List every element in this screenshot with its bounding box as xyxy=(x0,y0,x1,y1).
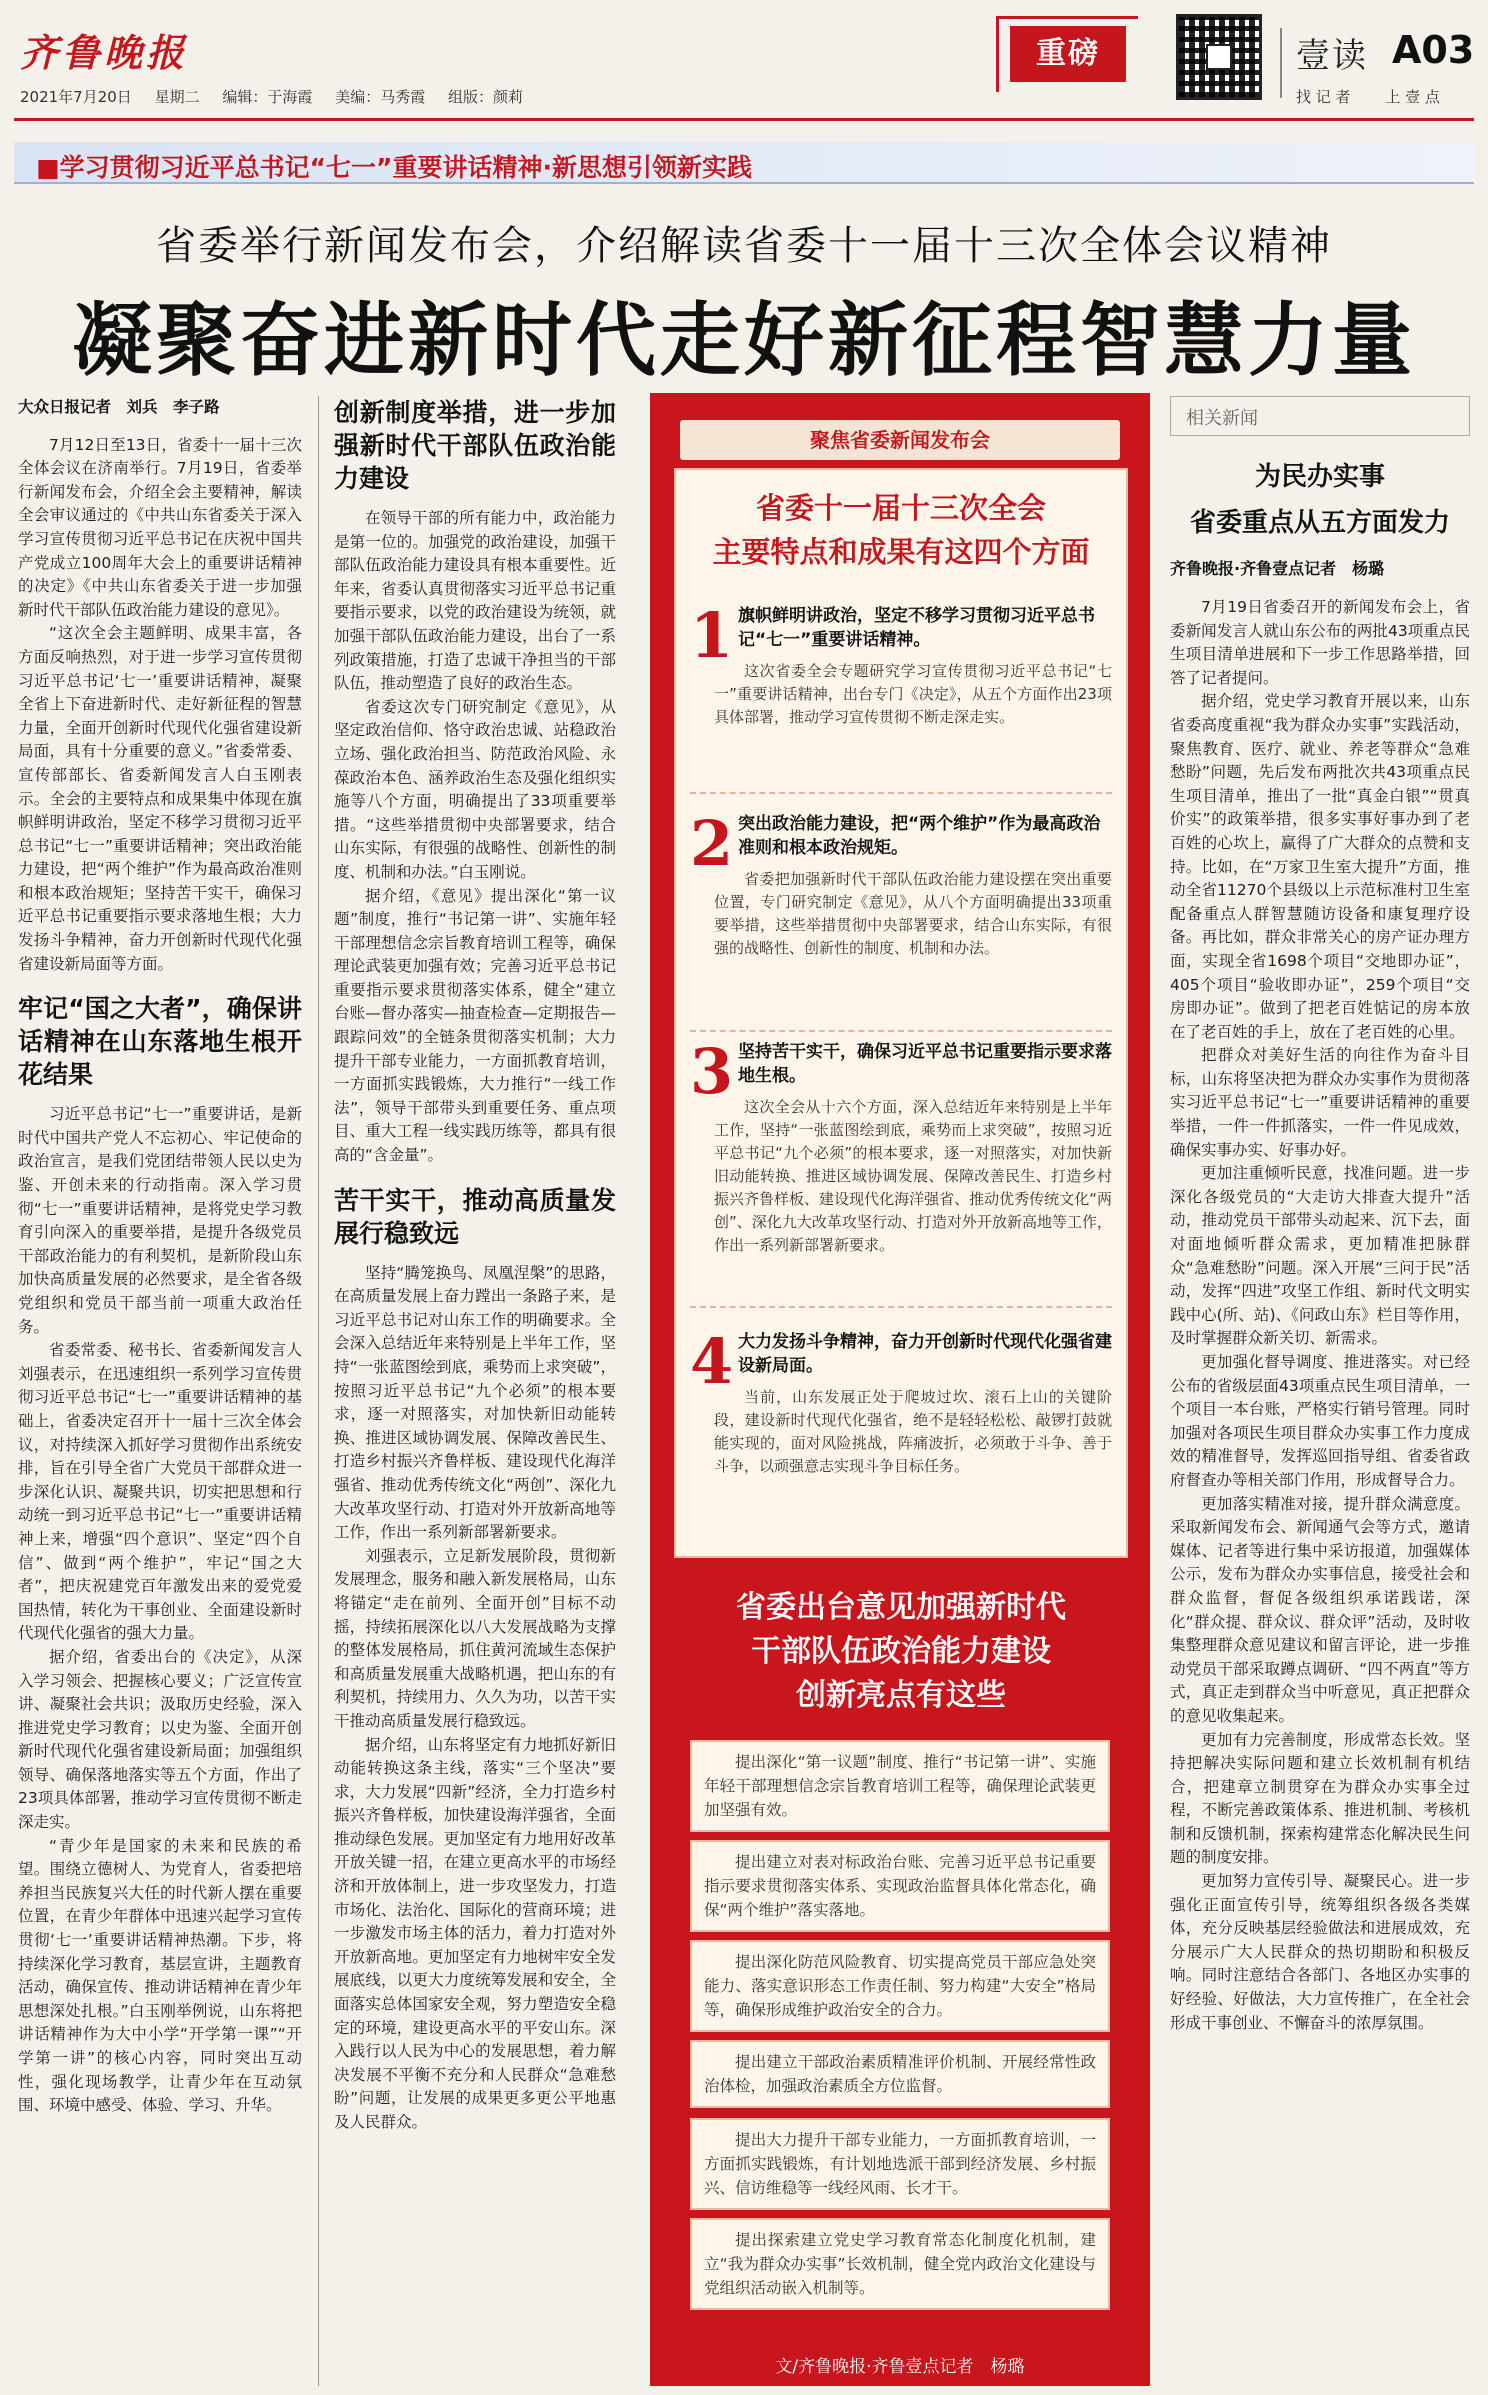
app-label: 上 壹 点 xyxy=(1385,88,1440,106)
paragraph: 在领导干部的所有能力中，政治能力是第一位的。加强党的政治建设，加强干部队伍政治能力建设具有根本重要性。近年来，省委认真贯彻落实习近平总书记重要指示要求，以党的政治建设为统领，就加强干部队伍政治能力建设，出台了一系列政策措施，打造了忠诚干净担当的干部队伍，推动塑造了良好的政治生态。 xyxy=(334,509,616,693)
qr-center xyxy=(1206,44,1232,70)
section-heading: 创新制度举措，进一步加强新时代干部队伍政治能力建设 xyxy=(334,398,616,493)
feature-item xyxy=(690,807,1112,1012)
paragraph: 省委常委、秘书长、省委新闻发言人刘强表示，在迅速组织一系列学习宣传贯彻习近平总书记“七一”重要讲话精神的基础上，省委决定召开十一届十三次全体会议，对持续深入抓好学习贯彻作出系统安排，旨在引导全省广大党员干部群众进一步深化认识、凝聚共识，切实把思想和行动统一到习近平总书记“七一”重要讲话精神上来，增强“四个意识”、坚定“四个自信”、做到“两个维护”，牢记“国之大者”，把庆祝建党百年激发出来的爱党爱国热情，转化为干事创业、全面建设新时代现代化强省的强大力量。 xyxy=(18,1341,302,1643)
item-body: 这次省委全会专题研究学习宣传贯彻习近平总书记“七一”重要讲话精神，出台专门《决定》，从五个方面作出23项具体部署，推动学习宣传贯彻不断走深走实。 xyxy=(714,662,1112,726)
page-number: A03 xyxy=(1392,28,1475,72)
article-column-2 xyxy=(334,396,616,2386)
paragraph: 把群众对美好生活的向往作为奋斗目标，山东将坚决把为群众办实事作为贯彻落实习近平总书记“七一”重要讲话精神的重要举措，一件一件抓落实，一件一件见成效，确保实事办实、好事办好。 xyxy=(1170,1046,1470,1159)
item-body: 这次全会从十六个方面，深入总结近年来特别是上半年工作，坚持“一张蓝图绘到底，乘势而上求突破”，按照习近平总书记“九个必须”的根本要求，逐一对照落实，对加快新旧动能转换、推进区域协调发展、保障改善民生、打造乡村振兴齐鲁样板、建设现代化海洋强省、推动优秀传统文化“两创”、深化九大改革攻坚行动、打造对外开放新高地等工作，作出一系列新部署新要求。 xyxy=(714,1098,1112,1254)
item-number: 1 xyxy=(690,599,734,672)
paragraph: “这次全会主题鲜明、成果丰富，各方面反响热烈，对于进一步学习宣传贯彻习近平总书记‘七一’重要讲话精神，凝聚全省上下奋进新时代、走好新征程的智慧力量，全面开创新时代现代化强省建设新局面，具有十分重要的意义。”省委常委、宣传部部长、省委新闻发言人白玉刚表示。全会的主要特点和成果集中体现在旗帜鲜明讲政治，坚定不移学习贯彻习近平总书记“七一”重要讲话精神；突出政治能力建设，把“两个维护”作为最高政治准则和根本政治规矩；坚持苦干实干，确保习近平总书记重要指示要求落地生根；大力发扬斗争精神，奋力开创新时代现代化强省建设新局面等方面。 xyxy=(18,624,302,973)
feature-item xyxy=(690,1325,1112,1530)
headline: 凝聚奋进新时代走好新征程智慧力量 xyxy=(72,294,1416,387)
item-number: 3 xyxy=(690,1035,734,1108)
item-heading: 坚持苦干实干，确保习近平总书记重要指示要求落地生根。 xyxy=(738,1042,1112,1086)
paragraph: 7月19日省委召开的新闻发布会上，省委新闻发言人就山东公布的两批43项重点民生项目清单进展和下一步工作思路举措，回答了记者提问。 xyxy=(1170,598,1470,687)
byline: 大众日报记者 刘兵 李子路 xyxy=(18,398,220,416)
paragraph: 刘强表示，立足新发展阶段，贯彻新发展理念，服务和融入新发展格局，山东将锚定“走在前列、全面开创”目标不动摇，持续拓展深化以八大发展战略为支撑的整体发展格局，抓住黄河流域生态保护和高质量发展重大战略机遇，把山东的有利契机，持续用力、久久为功，以苦干实干推动高质量发展行稳致远。 xyxy=(334,1546,616,1730)
item-separator xyxy=(690,1030,1112,1032)
paragraph: 习近平总书记“七一”重要讲话，是新时代中国共产党人不忘初心、牢记使命的政治宣言，是我们党团结带领人民以史为鉴、开创未来的行动指南。深入学习贯彻“七一”重要讲话精神，是将党史学习教育引向深入的重要举措，是提升各级党员干部政治能力的有利契机，是新阶段山东加快高质量发展的必然要求，是全省各级党组织和党员干部当前一项重大政治任务。 xyxy=(18,1105,302,1336)
related-news-label: 相关新闻 xyxy=(1186,408,1258,429)
masthead-links xyxy=(1296,86,1470,107)
section-heading: 苦干实干，推动高质量发展行稳致远 xyxy=(334,1185,616,1248)
date: 2021年7月20日 xyxy=(20,88,132,106)
related-article xyxy=(1170,596,1470,2386)
feature-title-2-line: 省委出台意见加强新时代 xyxy=(736,1590,1066,1625)
paragraph: 更加强化督导调度、推进落实。对已经公布的省级层面43项重点民生项目清单，一个项目一本台账，严格实行销号管理。同时加强对各项民生项目群众办实事工作力度成效的精准督导，发挥巡回指导组、省委省政府督查办等相关部门作用，形成督导合力。 xyxy=(1170,1353,1470,1489)
weekday: 星期二 xyxy=(154,88,200,106)
newspaper-logo: 齐鲁晚报 xyxy=(20,30,189,75)
highlight-card: 提出大力提升干部专业能力，一方面抓教育培训，一方面抓实践锻炼，有计划地选派干部到经济发展、乡村振兴、信访维稳等一线经风雨、长才干。 xyxy=(690,2118,1110,2210)
column-divider xyxy=(318,396,319,2386)
highlight-card: 提出建立干部政治素质精准评价机制、开展经常性政治体检，加强政治素质全方位监督。 xyxy=(690,2040,1110,2108)
item-number: 4 xyxy=(690,1325,734,1398)
highlight-card: 提出探索建立党史学习教育常态化制度化机制，建立“我为群众办实事”长效机制，健全党内政治文化建设与党组织活动嵌入机制等。 xyxy=(690,2218,1110,2310)
item-separator xyxy=(690,792,1112,794)
item-body: 当前，山东发展正处于爬坡过坎、滚石上山的关键阶段，建设新时代现代化强省，绝不是轻轻松松、敲锣打鼓就能实现的，面对风险挑战，阵痛波折，必须敢于斗争、善于斗争，以顽强意志实现斗争目标任务。 xyxy=(714,1388,1112,1475)
feature-title-1 xyxy=(674,486,1128,574)
highlight-card: 提出深化防范风险教育、切实提高党员干部应急处突能力、落实意识形态工作责任制、努力构建“大安全”格局等，确保形成维护政治安全的合力。 xyxy=(690,1940,1110,2032)
editor: 编辑：于海霞 xyxy=(222,88,313,106)
read-label: 壹读 xyxy=(1296,36,1368,76)
related-title: 为民办实事 xyxy=(1254,462,1385,492)
feature-title-2-line: 干部队伍政治能力建设 xyxy=(751,1634,1051,1669)
art-editor: 美编：马秀霞 xyxy=(335,88,426,106)
paragraph: 更加有力完善制度，形成常态长效。坚持把解决实际问题和建立长效机制有机结合，把建章立制贯穿在为群众办实事全过程，不断完善政策体系、推进机制、考核机制和反馈机制，探索构建常态化解决民生问题的制度安排。 xyxy=(1170,1730,1470,1867)
paragraph: 据介绍，山东将坚定有力地抓好新旧动能转换这条主线，落实“三个坚决”要求，大力发展“四新”经济，全力打造乡村振兴齐鲁样板，加快建设海洋强省，全面推动绿色发展。更加坚定有力地用好改革开放关键一招，在建立更高水平的市场经济和开放体制上，进一步攻坚发力，打造市场化、法治化、国际化的营商环境；进一步激发市场主体的活力，着力打造对外开放新高地。更加坚定有力地树牢安全发展底线，以更大力度统筹发展和安全，全面落实总体国家安全观，努力塑造安全稳定的环境，建设更高水平的平安山东。深入践行以人民为中心的发展思想，着力解决发展不平衡不充分和人民群众“急难愁盼”问题，让发展的成果更多更公平地惠及人民群众。 xyxy=(334,1735,616,2131)
item-number: 2 xyxy=(690,807,734,880)
paragraph: 据介绍，省委出台的《决定》，从深入学习领会、把握核心要义；广泛宣传宣讲、凝聚社会共识；汲取历史经验，深入推进党史学习教育；以史为鉴、全面开创新时代现代化强省建设新局面；加强组织领导、确保落地落实等五个方面，作出了23项具体部署，推动学习宣传贯彻不断走深走实。 xyxy=(18,1647,302,1832)
paragraph: 更加注重倾听民意，找准问题。进一步深化各级党员的“大走访大排查大提升”活动，推动党员干部带头动起来、沉下去，面对面地倾听群众需求，更加精准把脉群众“急难愁盼”问题。深入开展“三问于民”活动，发挥“四进”攻坚工作组、新时代文明实践中心(所、站)、《问政山东》栏目等作用，及时掌握群众新关切、新需求。 xyxy=(1170,1164,1470,1348)
highlight-card: 提出深化“第一议题”制度、推行“书记第一讲”、实施年轻干部理想信念宗旨教育培训工程等，确保理论武装更加坚强有效。 xyxy=(690,1740,1110,1832)
item-heading: 旗帜鲜明讲政治，坚定不移学习贯彻习近平总书记“七一”重要讲话精神。 xyxy=(738,606,1095,650)
paragraph: 据介绍，《意见》提出深化“第一议题”制度，推行“书记第一讲”、实施年轻干部理想信念宗旨教育培训工程等，确保理论武装更加强有效；完善习近平总书记重要指示要求贯彻落实体系，健全“建立台账—督办落实—抽查检查—定期报告—跟踪问效”的全链条贯彻落实机制；大力提升干部专业能力，一方面抓教育培训，一方面抓实践锻炼，大力推行“一线工作法”，领导干部带头到重要任务、重点项目、重大工程一线实践历练等，都具有很高的“含金量”。 xyxy=(334,886,616,1165)
paragraph: “青少年是国家的未来和民族的希望。围绕立德树人、为党育人，省委把培养担当民族复兴大任的时代新人摆在重要位置，在青少年群体中迅速兴起学习宣传贯彻‘七一’重要讲话精神热潮。下步，将持续深化学习教育，基层宣讲，主题教育活动，确保宣传、推动讲话精神在青少年思想深处扎根。”白玉刚举例说，山东将把讲话精神作为大中小学“开学第一课”“开学第一讲”的核心内容，同时突出互动性，强化现场教学，让青少年在互动氛围、环境中感受、体验、学习、升华。 xyxy=(18,1836,302,2115)
related-byline: 齐鲁晚报·齐鲁壹点记者 杨璐 xyxy=(1170,559,1385,578)
paragraph: 省委这次专门研究制定《意见》，从坚定政治信仰、恪守政治忠诚、站稳政治立场、强化政治担当、防范政治风险、永葆政治本色、涵养政治生态及强化组织实施等八个方面，明确提出了33项重要举措。“这些举措贯彻中央部署要求，结合山东实际，有很强的战略性、创新性的制度、机制和办法。”白玉刚说。 xyxy=(334,697,616,881)
item-separator xyxy=(690,1306,1112,1308)
paragraph: 坚持“腾笼换鸟、凤凰涅槃”的思路，在高质量发展上奋力蹚出一条路子来，是习近平总书记对山东工作的明确要求。全会深入总结近年来特别是上半年工作，坚持“一张蓝图绘到底，乘势而上求突破”，按照习近平总书记“九个必须”的根本要求，逐一对照落实，对加快新旧动能转换、推进区域协调发展、保障改善民生、打造乡村振兴齐鲁样板、建设现代化海洋强省、推动优秀传统文化“两创”、深化九大改革攻坚行动、打造对外开放新高地等工作，作出一系列新部署新要求。 xyxy=(334,1263,616,1542)
paragraph: 更加落实精准对接，提升群众满意度。采取新闻发布会、新闻通气会等方式，邀请媒体、记者等进行集中采访报道，加强媒体公示，发布为群众办实事信息，接受社会和群众监督，督促各级组织承诺践诺，深化“群众提、群众议、群众评”活动，及时收集整理群众意见建议和留言评论，进一步推动党员干部采取蹲点调研、“四不两直”等方式，真正走到群众当中听意见，真正把群众的意见收集起来。 xyxy=(1170,1494,1470,1725)
subheadline: 省委举行新闻发布会，介绍解读省委十一届十三次全体会议精神 xyxy=(156,223,1332,269)
item-body: 省委把加强新时代干部队伍政治能力建设摆在突出重要位置，专门研究制定《意见》，从八个方面明确提出33项重要举措，这些举措贯彻中央部署要求，结合山东实际，有很强的战略性、创新性的制度、机制和办法。 xyxy=(714,870,1112,957)
article-column-1 xyxy=(18,396,302,2386)
paragraph: 据介绍，党史学习教育开展以来，山东省委高度重视“我为群众办实事”实践活动，聚焦教育、医疗、就业、养老等群众“急难愁盼”问题，先后发布两批次共43项重点民生项目清单，推出了一批“真金白银”“贯真价实”的政策举措，很多实事好事办到了老百姓的心坎上，赢得了广大群众的点赞和支持。比如，在“万家卫生室大提升”方面，推动全省11270个县级以上示范标准村卫生室配备重点人群智慧随访设备和康复理疗设备。再比如，群众非常关心的房产证办理方面，实现全省1698个项目“交地即办证”，405个项目“验收即办证”，259个项目“交房即办证”。做到了把老百姓惦记的房本放在了老百姓的手上，放在了老百姓的心里。 xyxy=(1170,692,1470,1041)
feature-title-1-line: 主要特点和成果有这四个方面 xyxy=(712,535,1090,569)
reporter-label: 找 记 者 xyxy=(1296,88,1351,106)
divider xyxy=(1280,28,1282,98)
item-heading: 大力发扬斗争精神，奋力开创新时代现代化强省建设新局面。 xyxy=(738,1332,1112,1376)
paragraph: 更加努力宣传引导、凝聚民心。进一步强化正面宣传引导，统筹组织各级各类媒体，充分反映基层经验做法和进展成效，充分展示广大人民群众的热切期盼和积极反响。同时注意结合各部门、各地区办实事的好经验、好做法，大力宣传推广，在全社会形成干事创业、不懈奋斗的浓厚氛围。 xyxy=(1170,1872,1470,2032)
paragraph: 7月12日至13日，省委十一届十三次全体会议在济南举行。7月19日，省委举行新闻发布会，介绍全会主要精神，解读全会审议通过的《中共山东省委关于深入学习宣传贯彻习近平总书记在庆祝中国共产党成立100周年大会上的重要讲话精神的决定》《中共山东省委关于进一步加强新时代干部队伍政治能力建设的意见》。 xyxy=(18,435,302,619)
highlight-card: 提出建立对表对标政治台账、完善习近平总书记重要指示要求贯彻落实体系、实现政治监督具体化常态化，确保“两个维护”落实落地。 xyxy=(690,1840,1110,1932)
feature-credit: 文/齐鲁晚报·齐鲁壹点记者 杨璐 xyxy=(775,2357,1025,2377)
section-tag: 重磅 xyxy=(1010,26,1126,82)
masthead-rule xyxy=(14,118,1474,121)
topic-banner-text: ■学习贯彻习近平总书记“七一”重要讲话精神·新思想引领新实践 xyxy=(36,153,752,182)
related-subtitle: 省委重点从五方面发力 xyxy=(1189,508,1450,538)
feature-title-2 xyxy=(674,1586,1128,1718)
layout-editor: 组版：颜莉 xyxy=(447,88,523,106)
feature-item xyxy=(690,599,1112,774)
feature-item xyxy=(690,1035,1112,1300)
masthead-meta xyxy=(20,86,541,107)
feature-title-1-line: 省委十一届十三次全会 xyxy=(755,491,1046,525)
section-heading: 牢记“国之大者”，确保讲话精神在山东落地生根开花结果 xyxy=(18,994,302,1090)
feature-title-2-line: 创新亮点有这些 xyxy=(796,1678,1006,1713)
feature-label: 聚焦省委新闻发布会 xyxy=(680,420,1120,460)
item-heading: 突出政治能力建设，把“两个维护”作为最高政治准则和根本政治规矩。 xyxy=(738,814,1101,858)
